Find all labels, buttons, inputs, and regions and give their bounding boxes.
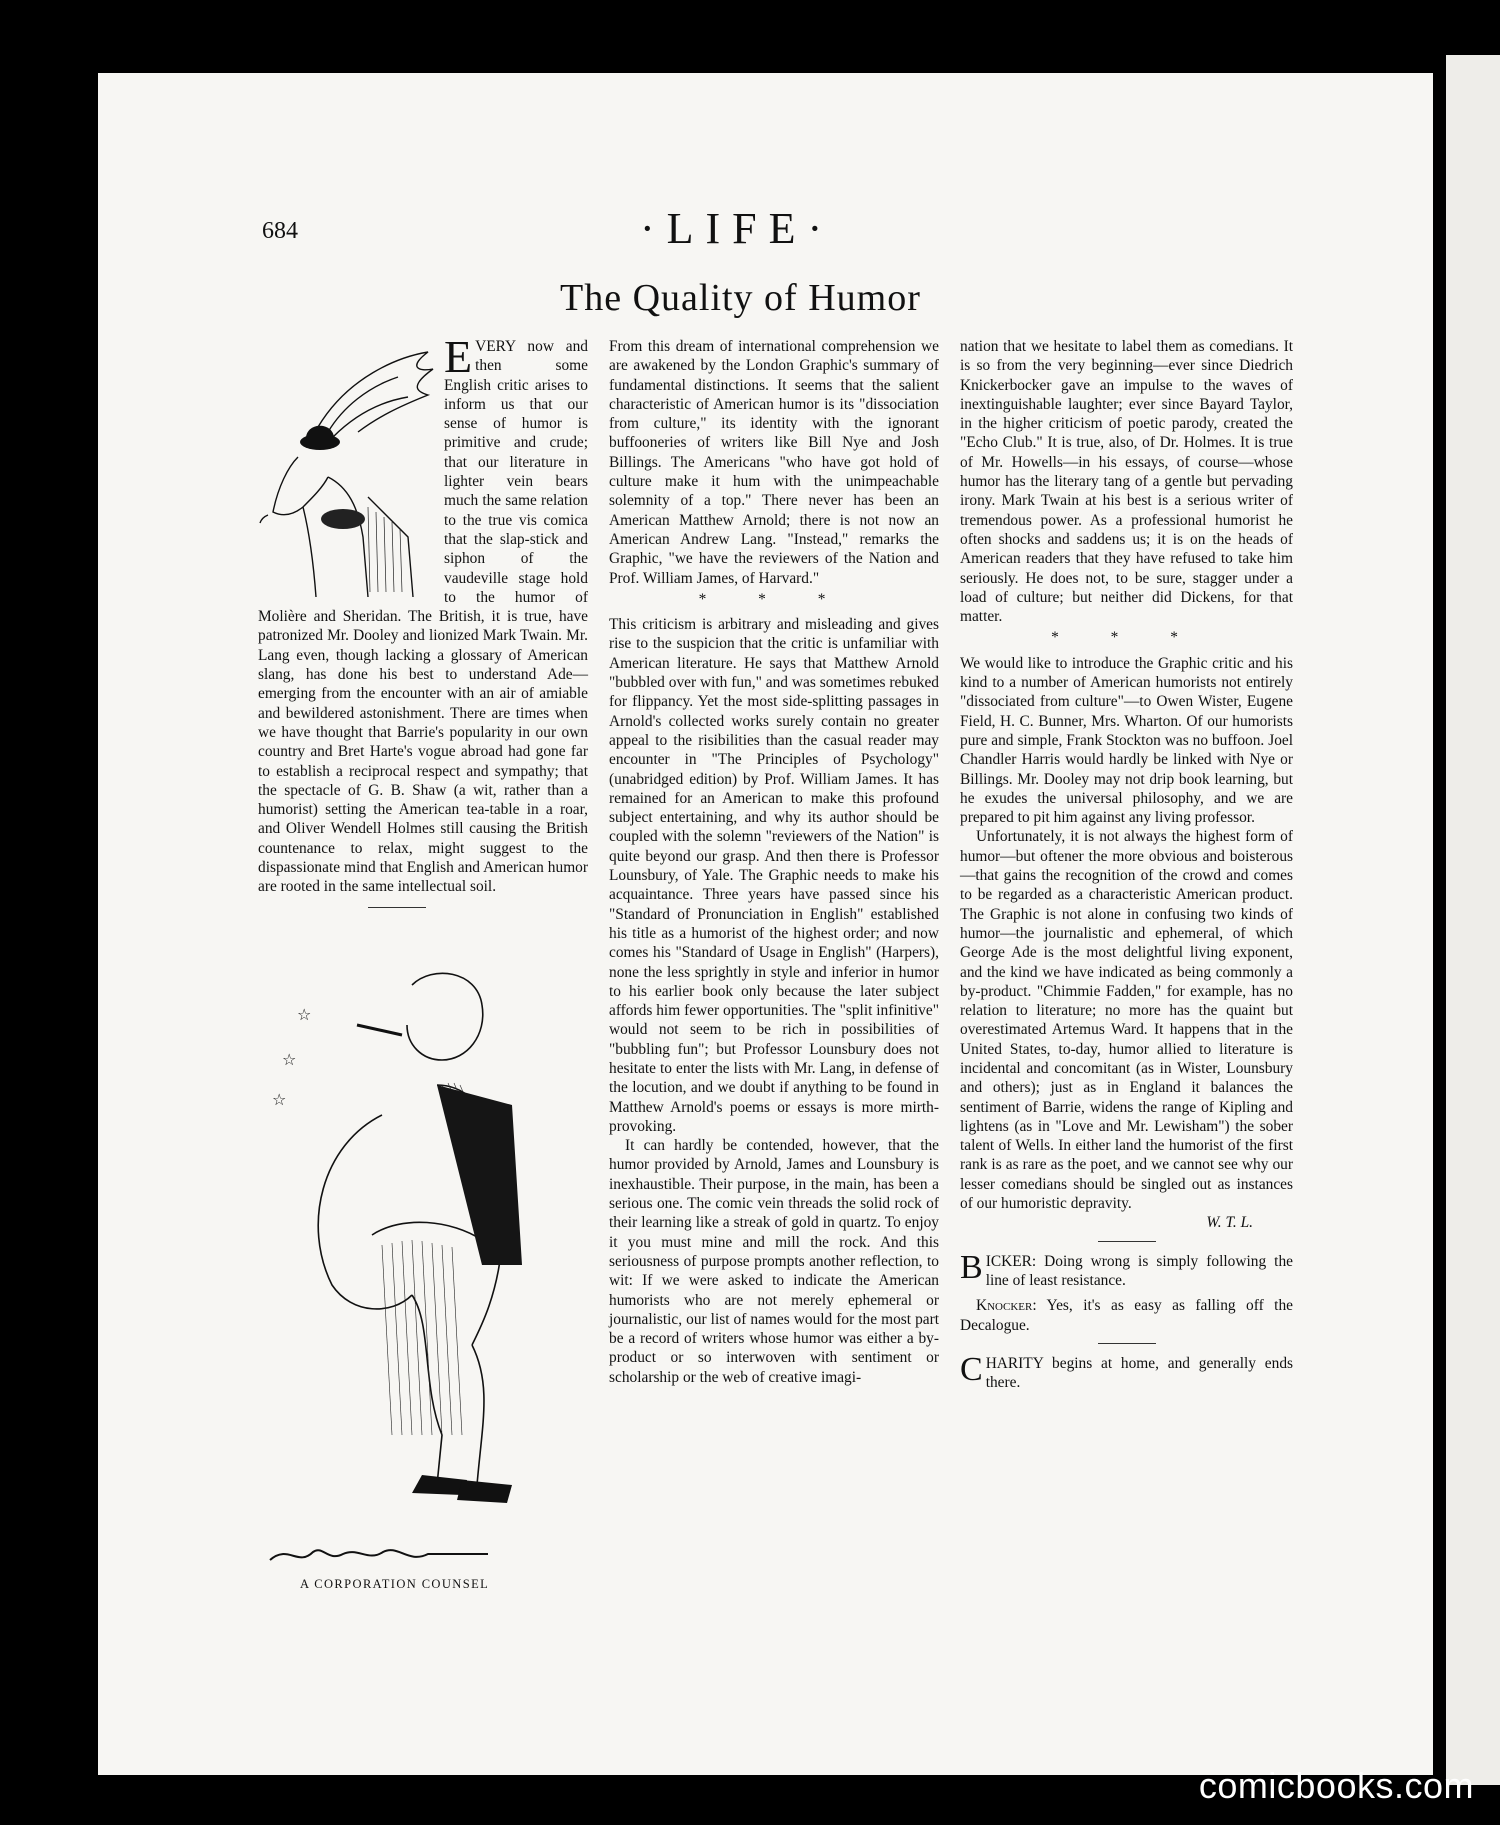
article-column-3 [960, 337, 1293, 1392]
article-paragraph: VERY now and then some English critic arises to inform us that our sense of humor is primitive and crude; that our literature in lighter vein bears much the same relation to the true vis comica that the slap-stick and siphon of the vaudeville stage hold to the humor of Molière and Sheridan. The British, it is true, have patronized Mr. Dooley and lionized Mark Twain. Mr. Lang even, though lacking a glossary of American slang, has done his best to understand Ade—emerging from the encounter with an air of amiable and bewildered astonishment. There are times when we have thought that Barrie's popularity in our own country and Bret Harte's vogue abroad had gone far to establish a reciprocal respect and sympathy; that the spectacle of G. B. Shaw (a wit, rather than a humorist) setting the American tea-table in a roar, and Oliver Wendell Holmes still causing the British countenance to relax, might suggest to the dispassionate mind that English and American humor are rooted in the same intellectual soil. [258, 338, 588, 896]
divider [1098, 1343, 1156, 1344]
divider [1098, 1241, 1156, 1242]
article-paragraph: nation that we hesitate to label them as comedians. It is so from the very beginning—ever since Diedrich Knickerbocker gave an impulse to the waves of inextinguishable laughter; ever since Bayard Taylor, in the higher criticism of poetic parody, created the "Echo Club." It is true, also, of Dr. Holmes. It is true of Mr. Howells—in his essays, of course—whose humor has the literary tang of a gentle but pervading irony. Mark Twain at his best is a serious writer of tremendous power. As a professional humorist he often shocks and saddens us; it is on the heads of American readers that they have refused to take him seriously. He does not, to be sure, stagger under a load of culture; but neither did Dickens, for that matter. [960, 338, 1293, 626]
svg-text:☆: ☆ [297, 1005, 312, 1024]
author-initials: W. T. L. [1206, 1214, 1253, 1232]
section-stars: * * * [1051, 629, 1202, 647]
article-paragraph: Unfortunately, it is not always the highest form of humor—but oftener the more obvious and boisterous—that gains the recognition of the crowd and comes to be regarded as a characteristic American product. The Graphic is not alone in confusing two kinds of humor—the journalistic and ephemeral, of which George Ade is the most delightful living exponent, and the kind we have indicated as being commonly a by-product. "Chimmie Fadden," for example, has no relation to literature; no more has the quaint but overestimated Artemus Ward. It happens that in the United States, to-day, humor allied to literature is incidental and concomitant (as in Wister, Lounsbury and others); just as in England it balances the sentiment of Barrie, widens the range of Kipling and lightens (as in "Love and Mr. Lewisham") the sober talent of Wells. In either land the humorist of the first rank is as rare as the poet, and we cannot see why our lesser comedians should be singled out as instances of our humoristic depravity. [960, 828, 1293, 1213]
page-number: 684 [262, 218, 298, 244]
article-paragraph: From this dream of international comprehension we are awakened by the London Graphic's summary of fundamental distinctions. It seems that the salient characteristic of American humor is its "dissociation from culture," its identity with the ignorant buffooneries of writers like Bill Nye and Josh Billings. The Americans "who have got hold of culture make it hum with the unimpeachable solemnity of a top." There never has been an American Matthew Arnold; there is not now an American Andrew Lang. "Instead," remarks the Graphic, "we have the reviewers of the Nation and Prof. William James, of Harvard." [609, 338, 939, 587]
masthead: ·LIFE· [640, 204, 835, 253]
corporation-counsel-cartoon [262, 965, 592, 1535]
watermark: comicbooks.com [1198, 1765, 1474, 1806]
svg-text:☆: ☆ [272, 1090, 287, 1109]
article-column-1 [258, 331, 588, 918]
article-paragraph: We would like to introduce the Graphic critic and his kind to a number of American humorists not entirely "dissociated from culture"—to Owen Wister, Eugene Field, H. C. Bunner, Mrs. Wharton. Of our humorists pure and simple, Frank Stockton was no buffoon. Joel Chandler Harris would hardly be linked with Nye or Billings. Mr. Dooley may not drip book learning, but he exudes the universal philosophy, and we are prepared to pit him against any living professor. [960, 654, 1293, 827]
joke-text: HARITY begins at home, and generally ends there. [985, 1354, 1293, 1392]
article-paragraph: It can hardly be contended, however, that the humor provided by Arnold, James and Lounsbury is inexhaustible. Their purpose, in the main, has been a serious one. The comic vein threads the solid rock of their learning like a streak of gold in quartz. To enjoy it you must mine and mill the rock. And this seriousness of purpose prompts another reflection, to wit: If we were asked to indicate the American humorists who are not merely ephemeral or journalistic, our list of names would for the most part be a record of writers whose humor was either a by-product or so interwoven with sentiment or scholarship or the web of creative imagi- [609, 1137, 939, 1386]
svg-text:☆: ☆ [282, 1050, 297, 1069]
artist-signature [268, 1542, 490, 1568]
dropcap-e: E [444, 331, 473, 382]
joke-knocker [960, 1296, 1293, 1335]
joke-charity [960, 1350, 1293, 1393]
divider [368, 907, 426, 908]
article-paragraph: This criticism is arbitrary and misleading and gives rise to the suspicion that the critic is unfamiliar with American literature. He says that Matthew Arnold "bubbled over with fun," and was sometimes rebuked for flippancy. Yet the most side-splitting passages in Arnold's collected works surely contain no greater appeal to the risibilities than the casual reader may encounter in "The Principles of Psychology" (unabridged edition) by Prof. William James. It has remained for an American to make this profound subject entertaining, and why its author should be coupled with the solemn "reviewers of the Nation" is quite beyond our grasp. And then there is Professor Lounsbury, of Yale. The Graphic needs to make his acquaintance. Three years have passed since his "Standard of Pronunciation in English" established his title as a humorist of the highest order; and now comes his "Standard of Usage in English" (Harpers), none the less sprightly in style and inferior in humor to his earlier book only because the later subject affords him fewer opportunities. The "split infinitive" would not seem to be rich in possibilities of "bubbling fun"; but Professor Lounsbury does not hesitate to enter the lists with Mr. Lang, in defense of the locution, and we doubt if anything to be found in Matthew Arnold's poems or essays is more mirth-provoking. [609, 616, 939, 1135]
article-title: The Quality of Humor [560, 277, 921, 319]
dropcap-c: C [960, 1350, 983, 1388]
joke-text: : Yes, it's as easy as falling off the Decalogue. [960, 1297, 1293, 1334]
speaker-name: Knocker [976, 1297, 1033, 1315]
dropcap-b: B [960, 1248, 983, 1286]
joke-bicker [960, 1248, 1293, 1291]
winged-horse-illustration [258, 337, 438, 605]
cartoon-caption: A CORPORATION COUNSEL [300, 1577, 490, 1591]
section-stars: * * * [698, 590, 850, 608]
facing-page-edge [1446, 55, 1500, 1785]
article-column-2 [609, 337, 939, 1387]
joke-text: ICKER: Doing wrong is simply following the line of least resistance. [985, 1252, 1293, 1289]
